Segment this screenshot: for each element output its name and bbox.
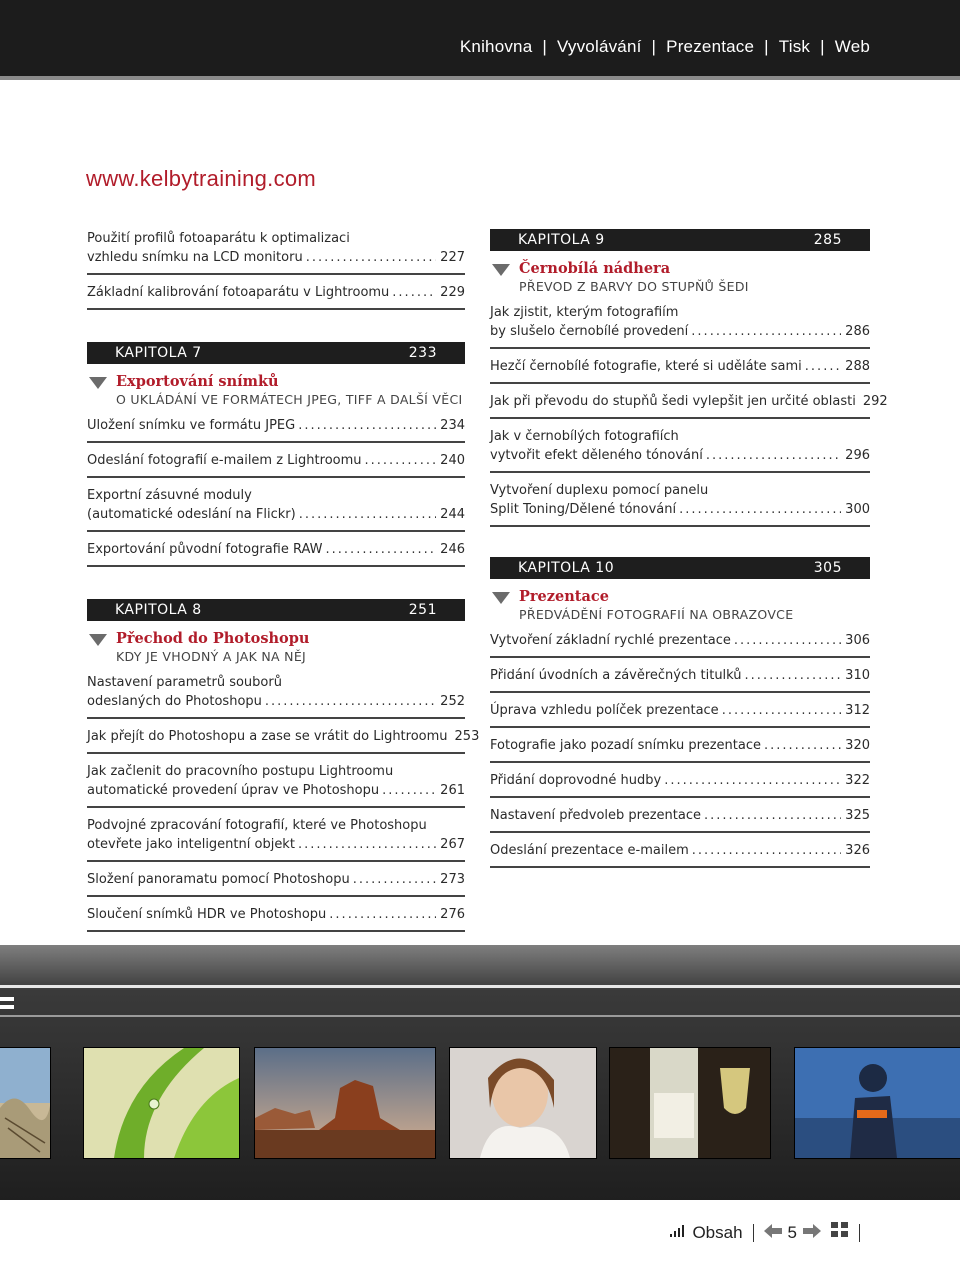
toc-entry-page: 310 [845,668,870,683]
chapter-page: 285 [813,232,842,248]
nav-separator: | [542,37,547,56]
toc-entry-title: Fotografie jako pozadí snímku prezentace [490,738,761,753]
chapter-label: KAPITOLA 8 [115,602,202,618]
toc-entry-page: 273 [440,872,465,887]
toc-entry-title: Použití profilů fotoaparátu k optimalizaci [87,231,350,246]
filmstrip-tick [0,997,14,1001]
dot-leader [692,841,841,860]
dot-leader [265,692,436,711]
toc-entry-line [87,451,465,470]
toc-entry-page: 326 [845,843,870,858]
prev-page-icon[interactable] [764,1223,782,1243]
chapter-subtitle: KDY JE VHODNÝ A JAK NA NĚJ [116,649,307,664]
chapter-page: 233 [408,345,437,361]
chapter-bar[interactable] [87,342,465,364]
toc-entry[interactable] [490,666,870,693]
toc-entry-line [87,673,465,692]
nav-web[interactable]: Web [834,37,870,56]
chapter-title[interactable]: Černobílá nádhera [519,260,671,277]
thumbnail-leaf-droplet[interactable] [84,1048,239,1158]
toc-entry[interactable] [490,771,870,798]
toc-entry-page: 306 [845,633,870,648]
chapter-subtitle: PŘEDVÁDĚNÍ FOTOGRAFIÍ NA OBRAZOVCE [519,607,794,622]
next-page-icon[interactable] [803,1223,821,1243]
toc-entry-title: Split Toning/Dělené tónování [490,502,677,517]
toc-entry-line [490,701,870,720]
dot-leader [734,631,841,650]
toc-entry-line [87,692,465,711]
toc-entry-title: Jak při převodu do stupňů šedi vylepšit jen určité oblasti [490,394,856,409]
toc-entry-page: 296 [845,448,870,463]
toc-entry-line [87,283,465,302]
toc-entry-title: automatické provedení úprav ve Photoshopu [87,783,380,798]
toc-entry-page: 288 [845,359,870,374]
toc-entry-title: Základní kalibrování fotoaparátu v Lightroomu [87,285,390,300]
chapter-heading [490,259,870,295]
contents-icon[interactable] [670,1223,686,1243]
thumbnail-wine[interactable] [610,1048,770,1158]
toc-entry-title: (automatické odeslání na Flickr) [87,507,296,522]
nav-separator: | [764,37,769,56]
nav-knihovna[interactable]: Knihovna [459,37,533,56]
toc-entry-line [490,303,870,322]
beach-image [0,1048,50,1158]
chapter-subtitle: O UKLÁDÁNÍ VE FORMÁTECH JPEG, TIFF A DALŠÍ VĚCI [116,392,463,407]
toc-entry[interactable] [87,416,465,443]
toc-entry-line [490,392,888,411]
toc-entry-page: 229 [440,285,465,300]
toc-entry[interactable] [490,631,870,658]
toc-entry-title: Hezčí černobílé fotografie, které si uděláte sami [490,359,802,374]
toc-entry[interactable] [87,283,465,310]
filmstrip-line [0,985,960,988]
toc-entry-page: 240 [440,453,465,468]
toc-entry[interactable] [87,229,465,275]
dot-leader [329,905,436,924]
toc-entry[interactable] [490,841,870,868]
toc-entry-line [490,771,870,790]
toc-entry-title: Nastavení parametrů souborů [87,675,282,690]
footer-divider [753,1224,754,1242]
toc-entry-page: 312 [845,703,870,718]
toc-entry-page: 267 [440,837,465,852]
toc-entry-page: 253 [454,729,480,744]
collapse-triangle-icon[interactable] [89,377,107,389]
dot-leader [805,357,841,376]
toc-entry[interactable] [490,427,870,473]
dot-leader [704,806,841,825]
toc-left-column [87,229,480,940]
toc-entry-title: Jak začlenit do pracovního postupu Lightroomu [87,764,394,779]
toc-entry-line [490,500,870,519]
dot-leader [764,736,841,755]
toc-entry-title: Složení panoramatu pomocí Photoshopu [87,872,350,887]
chapter-block [490,229,888,527]
toc-entry-title: Odeslání prezentace e-mailem [490,843,689,858]
thumbnail-football[interactable] [795,1048,960,1158]
toc-entry[interactable] [87,762,465,808]
toc-entry[interactable] [490,701,870,728]
toc-entry-line [87,835,465,854]
toc-entry[interactable] [87,727,480,754]
toc-entry-title: Exportní zásuvné moduly [87,488,252,503]
toc-entry-line [490,631,870,650]
dot-leader [691,322,841,341]
toc-entry[interactable] [87,816,465,862]
filmstrip-tick [0,1005,14,1009]
chapter-subtitle: PŘEVOD Z BARVY DO STUPŇŮ ŠEDI [519,279,749,294]
toc-entry-page: 252 [440,694,465,709]
toc-entry-line [490,481,870,500]
nav-prezentace[interactable]: Prezentace [666,37,755,56]
toc-entry-page: 286 [845,324,870,339]
toc-entry[interactable] [490,357,870,384]
dot-leader [382,781,436,800]
filmstrip-line [0,1015,960,1017]
chapter-heading [87,629,465,665]
dot-leader [326,540,437,559]
toc-entry-line [87,486,465,505]
toc-entry-page: 244 [440,507,465,522]
toc-entry-line [490,666,870,685]
toc-entry-line [87,416,465,435]
toc-entry-title: Vytvoření základní rychlé prezentace [490,633,731,648]
toc-entry-page: 246 [440,542,465,557]
toc-entry-line [87,248,465,267]
chapter-bar[interactable] [87,599,465,621]
toc-entry-title: odeslaných do Photoshopu [87,694,262,709]
leaf-image [84,1048,239,1158]
chapter-label: KAPITOLA 7 [115,345,202,361]
dot-leader [353,870,436,889]
nav-separator: | [651,37,657,56]
toc-entry-title: Nastavení předvoleb prezentace [490,808,701,823]
dot-leader [392,283,436,302]
toc-entry-line [87,229,465,248]
contents-link[interactable]: Obsah [692,1222,743,1242]
thumbnail-desert[interactable] [255,1048,435,1158]
toc-entry-line [490,736,870,755]
toc-entry-title: Odeslání fotografií e-mailem z Lightroomu [87,453,362,468]
dot-leader [722,701,841,720]
toc-entry-line [87,505,465,524]
page-number: 5 [787,1222,797,1242]
dot-leader [298,416,436,435]
site-url-link[interactable]: www.kelbytraining.com [86,166,317,191]
toc-entry-line [87,540,465,559]
module-nav [460,37,870,57]
chapter-heading [490,587,870,623]
toc-entry-line [490,446,870,465]
toc-entry-line [490,841,870,860]
chapter-bar[interactable] [490,557,870,579]
dot-leader [299,505,436,524]
chapter-block [87,342,465,567]
toc-entry-title: Jak v černobílých fotografiích [490,429,679,444]
wine-image [610,1048,770,1158]
toc-entry-line [490,806,870,825]
toc-entry[interactable] [490,392,888,419]
dot-leader [664,771,841,790]
toc-entry-page: 261 [440,783,465,798]
toc-entry[interactable] [87,451,465,478]
footer-nav [670,1222,870,1243]
toc-entry-line [87,905,465,924]
toc-entry-title: Přidání úvodních a závěrečných titulků [490,668,742,683]
toc-entry-line [87,870,465,889]
toc-entry-title: vzhledu snímku na LCD monitoru [87,250,303,265]
toc-entry-page: 234 [440,418,465,433]
chapter-title[interactable]: Prezentace [519,588,609,605]
bride-image [450,1048,596,1158]
toc-entry-page: 276 [440,907,465,922]
toc-entry[interactable] [87,540,465,567]
toc-entry-page: 300 [845,502,870,517]
toc-entry-page: 320 [845,738,870,753]
toc-entry-page: 325 [845,808,870,823]
chapter-page: 251 [408,602,437,618]
toc-entry[interactable] [490,806,870,833]
toc-entry-title: by slušelo černobílé provedení [490,324,689,339]
dot-leader [745,666,842,685]
chapter-block [490,557,870,868]
toc-entry-title: otevřete jako inteligentní objekt [87,837,295,852]
toc-entry-line [87,762,465,781]
toc-entry-title: Exportování původní fotografie RAW [87,542,323,557]
toc-entry-page: 227 [440,250,465,265]
dot-leader [306,248,436,267]
collapse-triangle-icon[interactable] [492,264,510,276]
toc-entry-title: Jak přejít do Photoshopu a zase se vrátit do Lightroomu [87,729,448,744]
toc-right-column [490,229,888,876]
nav-vyvolavani[interactable]: Vyvolávání [557,37,642,56]
nav-separator: | [820,37,825,56]
thumbnail-bride[interactable] [450,1048,596,1158]
chapter-block [87,599,480,932]
nav-tisk[interactable]: Tisk [778,37,811,56]
top-nav-bar [0,0,960,80]
toc-entry-line [87,781,465,800]
chapter-page: 305 [813,560,842,576]
chapter-label: KAPITOLA 9 [518,232,605,248]
toc-entry-title: Vytvoření duplexu pomocí panelu [490,483,709,498]
toc-entry[interactable] [87,673,465,719]
toc-entry-line [490,427,870,446]
chapter-title[interactable]: Exportování snímků [116,373,279,390]
chapter-heading [87,372,465,408]
collapse-triangle-icon[interactable] [492,592,510,604]
toc-entry-title: Sloučení snímků HDR ve Photoshopu [87,907,327,922]
toc-entry-line [87,816,465,835]
collapse-triangle-icon[interactable] [89,634,107,646]
toc-entry-line [87,727,480,746]
footer-divider [859,1224,860,1242]
toc-entry[interactable] [490,481,870,527]
toc-entry-title: Jak zjistit, kterým fotografiím [490,305,679,320]
toc-entry[interactable] [490,736,870,763]
chapter-label: KAPITOLA 10 [518,560,615,576]
toc-entry-page: 292 [862,394,888,409]
football-image [795,1048,960,1158]
toc-entry-page: 322 [845,773,870,788]
toc-entry-title: Úprava vzhledu políček prezentace [490,703,719,718]
dot-leader [365,451,437,470]
toc-entry[interactable] [87,905,465,932]
dot-leader [679,500,841,519]
toc-entry-title: Uložení snímku ve formátu JPEG [87,418,296,433]
toc-entry-title: Přidání doprovodné hudby [490,773,662,788]
chapter-bar[interactable] [490,229,870,251]
toc-entry-title: Podvojné zpracování fotografií, které ve Photoshopu [87,818,427,833]
toc-entry[interactable] [490,303,870,349]
chapter-title[interactable]: Přechod do Photoshopu [116,630,310,647]
thumbnail-beach[interactable] [0,1048,50,1158]
desert-image [255,1048,435,1158]
dot-leader [706,446,841,465]
dot-leader [298,835,436,854]
toc-entry-title: vytvořit efekt děleného tónování [490,448,703,463]
toc-entry[interactable] [87,870,465,897]
toc-entry[interactable] [87,486,465,532]
grid-view-icon[interactable] [831,1222,849,1243]
toc-entry-line [490,322,870,341]
toc-entry-line [490,357,870,376]
